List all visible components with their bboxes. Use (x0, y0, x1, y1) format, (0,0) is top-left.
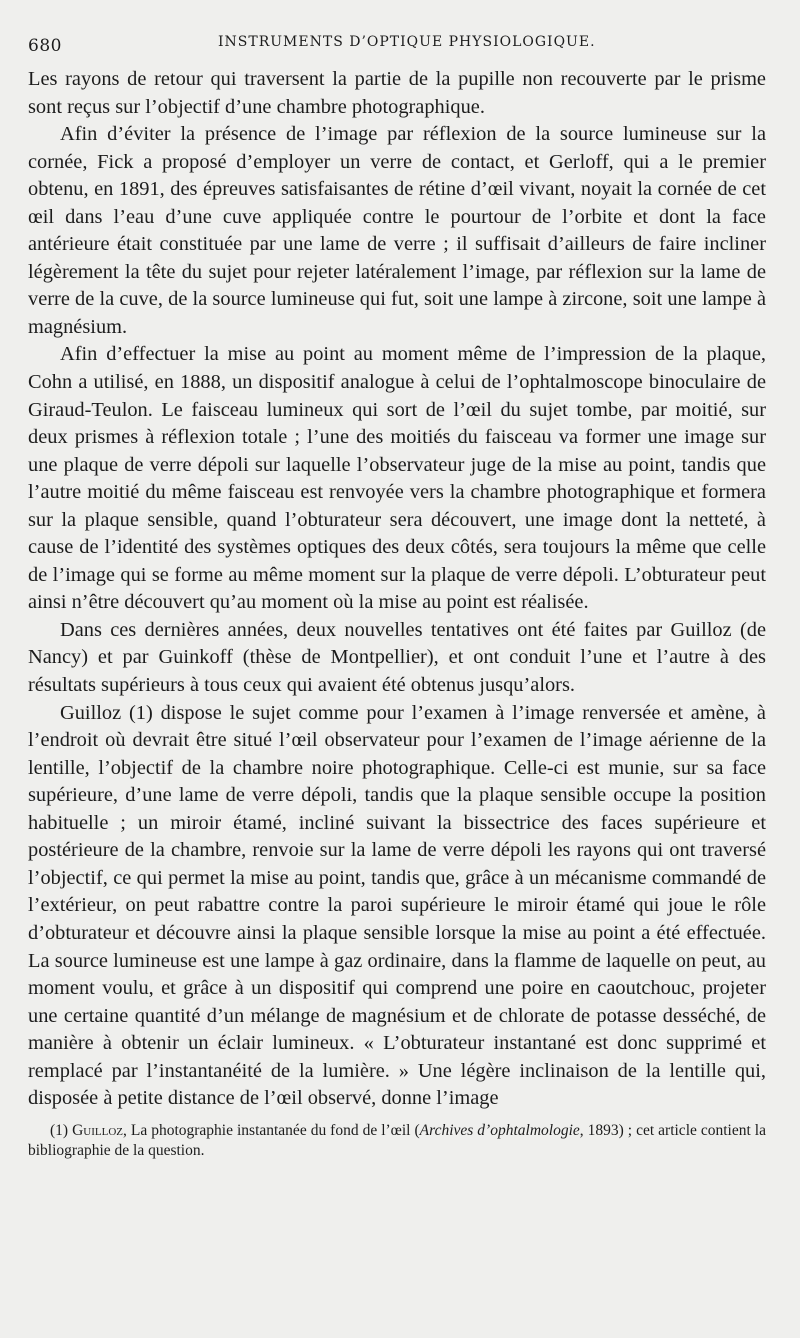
footnote-marker: (1) (50, 1121, 69, 1139)
paragraph: Afin d’éviter la présence de l’image par réflexion de la source lumineuse sur la cornée, Fick a proposé d’employer un verre de contact, et Gerloff, qui a le premier obtenu, en 1891, des épreuves satisfaisantes de rétine d’œil vivant, noyait la cornée de cet œil dans l’eau d’une cuve appliquée contre le pourtour de l’orbite et dont la face antérieure était constituée par une lame de verre ; il suffisait d’ailleurs de faire incliner légèrement la tête du sujet pour rejeter latéralement l’image, par réflexion sur la lame de verre de la cuve, de la source lumineuse qui fut, soit une lampe à zircone, soit une lampe à magnésium. (28, 123, 766, 338)
footnote-text-before: , La photographie instantanée du fond de l’œil ( (122, 1121, 420, 1139)
running-head: INSTRUMENTS D’OPTIQUE PHYSIOLOGIQUE. (218, 34, 596, 50)
paragraph: Afin d’effectuer la mise au point au moment même de l’impression de la plaque, Cohn a utilisé, en 1888, un dispositif analogue à celui de l’ophtalmoscope binoculaire de Giraud-Teulon. Le faisceau lumineux qui sort de l’œil du sujet tombe, par moitié, sur deux prismes à réflexion totale ; l’une des moitiés du faisceau va former une image sur une plaque de verre dépoli sur laquelle l’observateur juge de la mise au point, tandis que l’autre moitié du même faisceau est renvoyée vers la chambre photographique et formera sur la plaque sensible, quand l’obturateur sera découvert, une image dont la netteté, à cause de l’identité des systèmes optiques des deux côtés, sera toujours la même que celle de l’image qui se forme au même moment sur la plaque de verre dépoli. L’obturateur peut ainsi n’être découvert qu’au moment où la mise au point est réalisée. (28, 343, 766, 614)
page-number: 680 (28, 36, 62, 56)
footnote (28, 1121, 766, 1161)
paragraph: Les rayons de retour qui traversent la partie de la pupille non recouverte par le prisme sont reçus sur l’objectif d’une chambre photographique. (28, 68, 766, 118)
footnote-journal: Archives d’ophtalmologie (419, 1121, 580, 1139)
page-header (28, 28, 766, 62)
paragraph: Dans ces dernières années, deux nouvelles tentatives ont été faites par Guilloz (de Nancy) et par Guinkoff (thèse de Montpellier), et ont conduit l’une et l’autre à des résultats supérieurs à tous ceux qui avaient été obtenus jusqu’alors. (28, 618, 766, 697)
footnote-author: Guilloz (72, 1121, 123, 1139)
footnote-text-after: , 1893) ; cet article contient la bibliographie de la question. (28, 1121, 766, 1159)
body-text (28, 66, 766, 1113)
paragraph: Guilloz (1) dispose le sujet comme pour l’examen à l’image renversée et amène, à l’endroit où devrait être situé l’œil observateur pour l’examen de l’image aérienne de la lentille, l’objectif de la chambre noire photographique. Celle-ci est munie, sur sa face supérieure, d’une lame de verre dépoli, tandis que la plaque sensible occupe la position habituelle ; un miroir étamé, incliné suivant la bissectrice des faces supérieure et postérieure de la chambre, renvoie sur la lame de verre dépoli les rayons qui ont traversé l’objectif, ce qui permet la mise au point, tandis que, grâce à un mécanisme commandé de l’extérieur, on peut rabattre contre la paroi supérieure le miroir étamé qui joue le rôle d’obturateur et découvre ainsi la plaque sensible lorsque la mise au point a été effectuée. La source lumineuse est une lampe à gaz ordinaire, dans la flamme de laquelle on peut, au moment voulu, et grâce à un dispositif qui comprend une poire en caoutchouc, projeter une certaine quantité d’un mélange de magnésium et de chlorate de potasse desséché, de manière à obtenir un éclair lumineux. « L’obturateur instantané est donc supprimé et remplacé par l’instantanéité de la lumière. » Une légère inclinaison de la lentille qui, disposée à petite distance de l’œil observé, donne l’image (28, 701, 766, 1110)
